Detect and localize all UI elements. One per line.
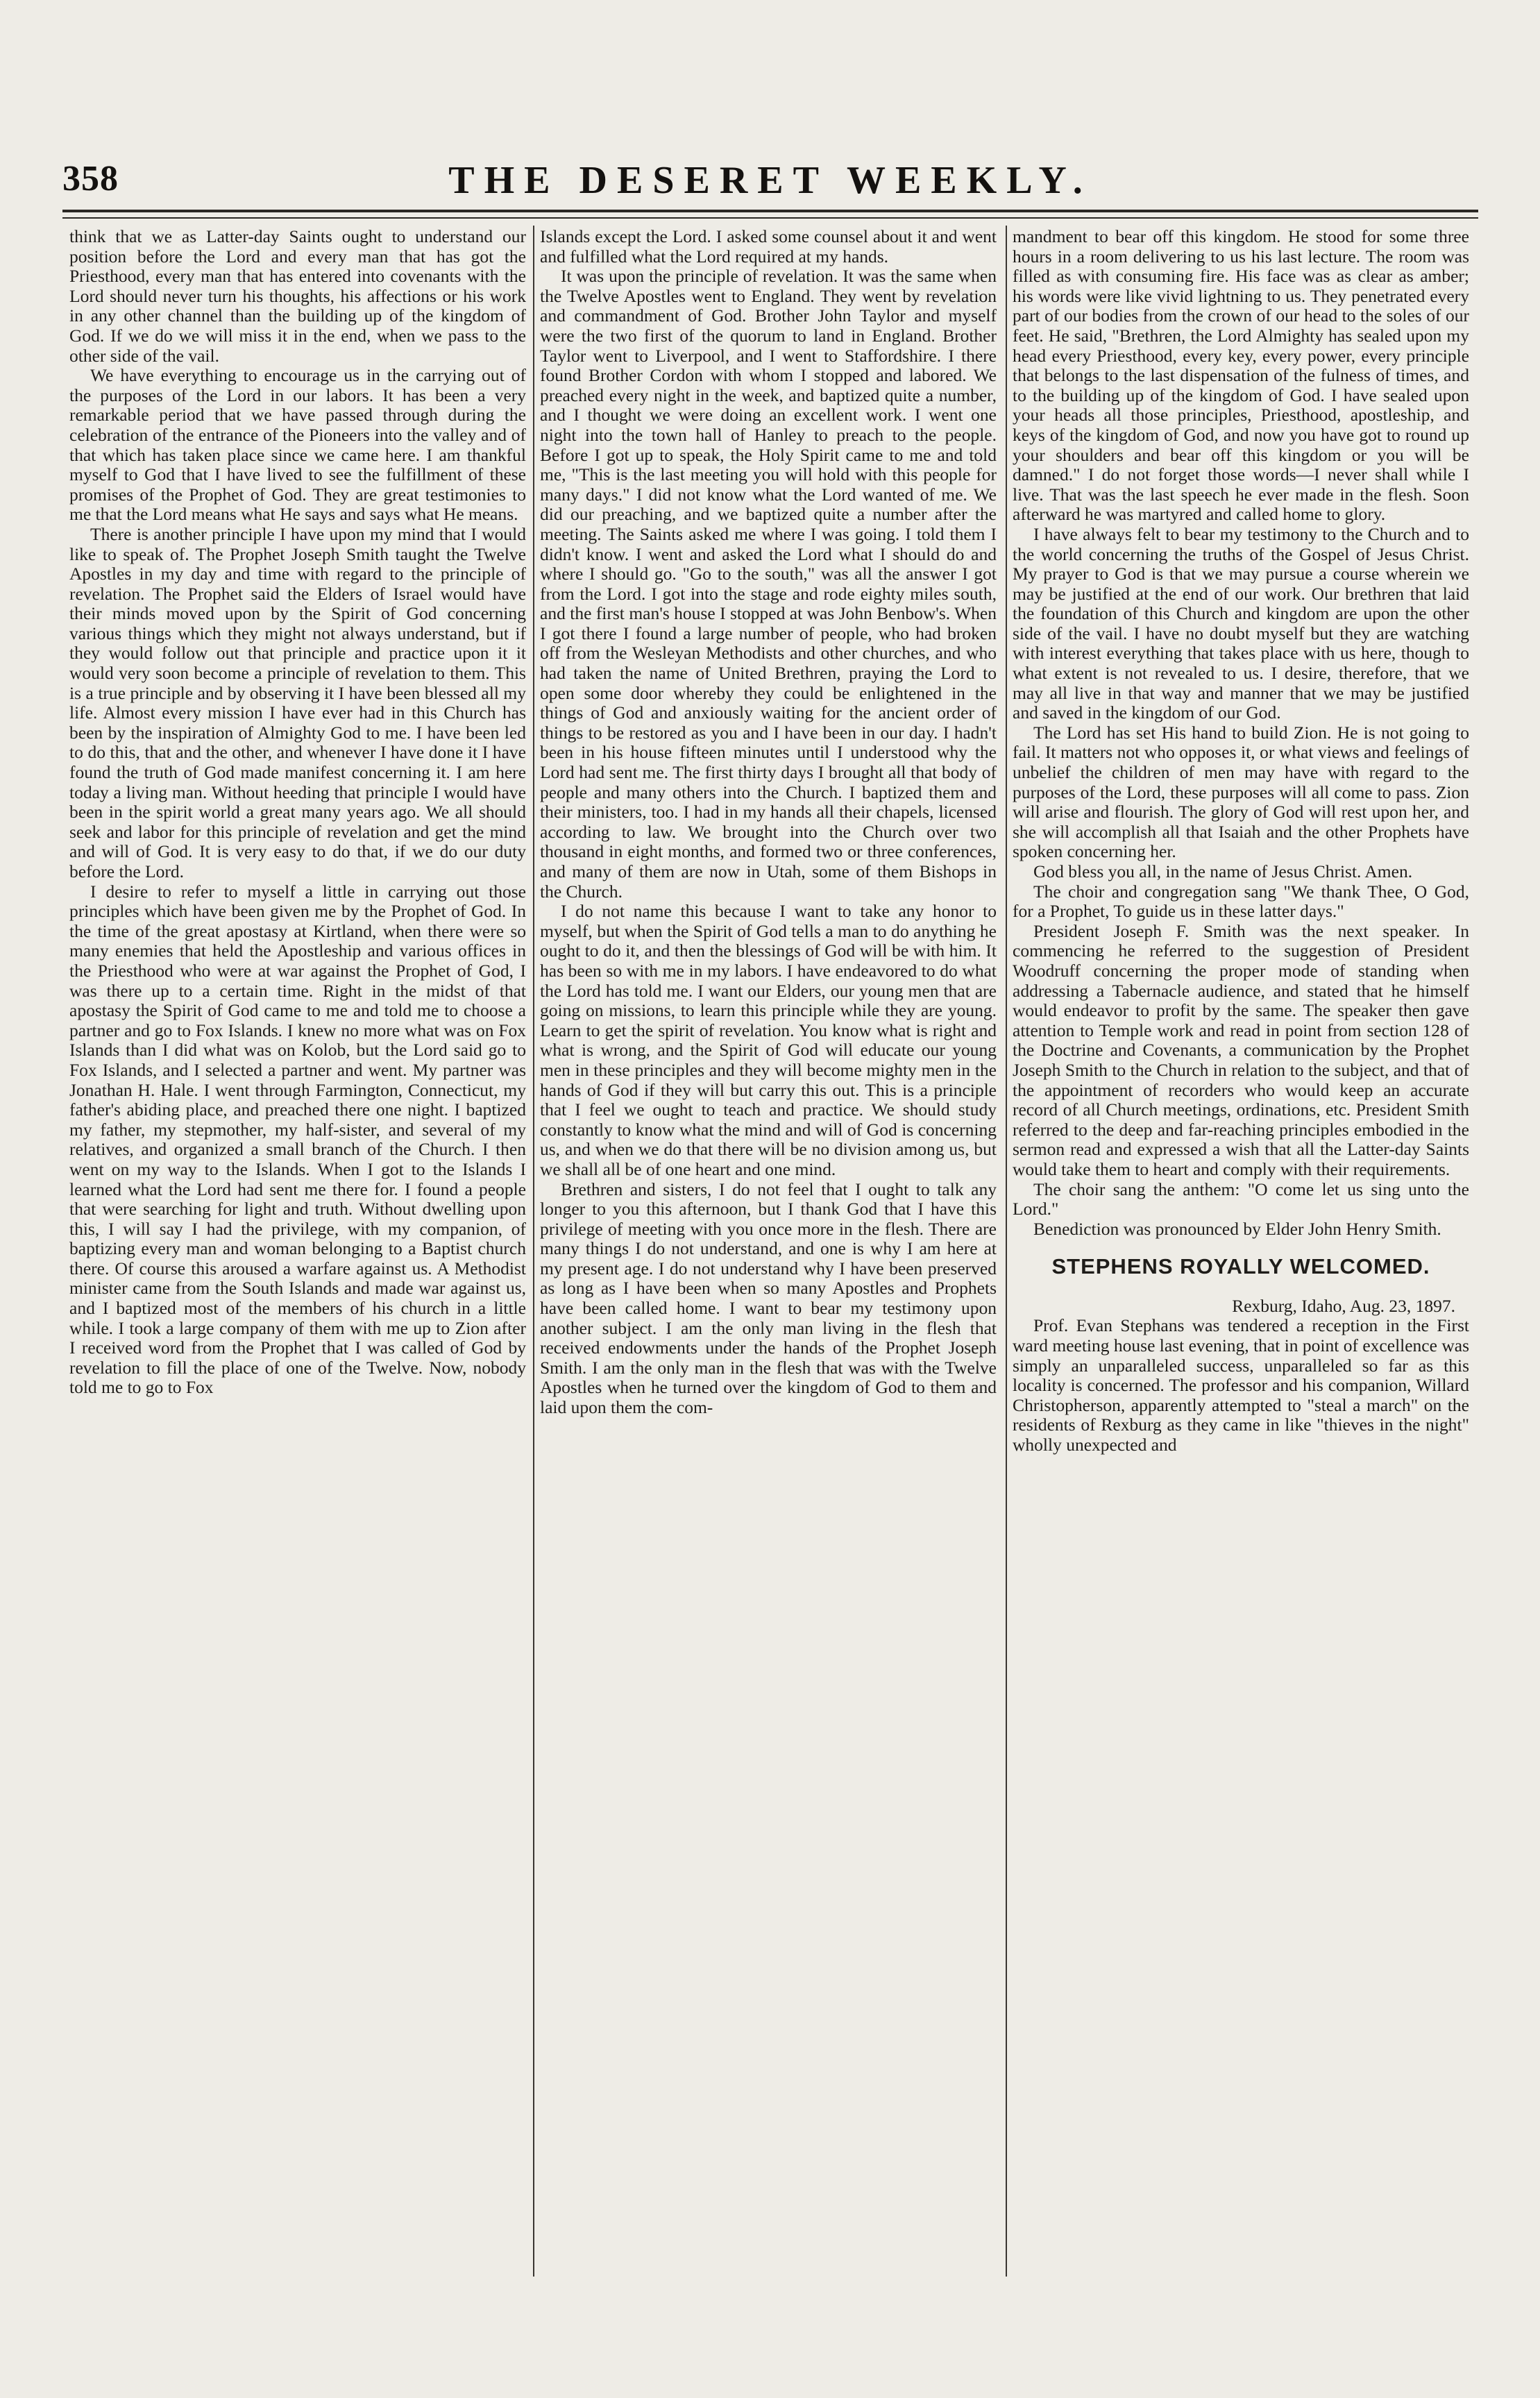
column-1 (69, 227, 526, 2247)
column-divider (1006, 226, 1007, 2277)
paragraph: I desire to refer to myself a little in carrying out those principles which have been given me by the Prophet of God. In the time of the great apostasy at Kirtland, when there were so many enemies that held the Apostleship and various offices in the Priesthood who were at war against the Prophet of God, I was there up to a certain time. Right in the midst of that apostasy the Spirit of God came to me and told me to choose a partner and go to Fox Islands. I knew no more what was on Fox Islands than I did what was on Kolob, but the Lord said go to Fox Islands, and I selected a partner and went. My partner was Jonathan H. Hale. I went through Farmington, Connecticut, my father's abiding place, and preached there one night. I baptized my father, my stepmother, my half-sister, and several of my relatives, and organized a small branch of the Church. I then went on my way to the Islands. When I got to the Islands I learned what the Lord had sent me there for. I found a people that were searching for light and truth. Without dwelling upon this, I will say I had the privilege, with my companion, of baptizing every man and woman belonging to a Baptist church there. Of course this aroused a warfare against us. A Methodist minister came from the South Islands and made war against us, and I baptized most of the members of his church in a little while. I took a large company of them with me up to Zion after I received word from the Prophet that I was called of God by revelation to fill the place of one of the Twelve. Now, nobody told me to go to Fox (69, 881, 526, 1398)
paragraph: mandment to bear off this kingdom. He stood for some three hours in a room delivering to us his last lecture. The room was filled as with consuming fire. His face was as clear as amber; his words were like vivid lightning to us. They penetrated every part of our bodies from the crown of our head to the soles of our feet. He said, "Brethren, the Lord Almighty has sealed upon my head every Priesthood, every key, every power, every principle that belongs to the last dispensation of the fulness of times, and to the building up of the kingdom of God. I have sealed upon your heads all those principles, Priesthood, apostleship, and keys of the kingdom of God, and now you have got to round up your shoulders and bear off this kingdom or you will be damned." I do not forget those words—I never shall while I live. That was the last speech he ever made in the flesh. Soon afterward he was martyred and called home to glory. (1013, 227, 1469, 525)
column-3 (1013, 227, 1469, 2247)
paragraph: God bless you all, in the name of Jesus Christ. Amen. (1033, 861, 1413, 881)
header-rule-thick (62, 210, 1478, 212)
page-number: 358 (62, 159, 119, 199)
paragraph: Islands except the Lord. I asked some counsel about it and went and fulfilled what the Lord required at my hands. (540, 227, 997, 267)
column-divider (533, 226, 534, 2277)
paragraph: The choir and congregation sang "We thank Thee, O God, for a Prophet, To guide us in these latter days." (1013, 881, 1469, 922)
dateline: Rexburg, Idaho, Aug. 23, 1897. (1232, 1295, 1455, 1316)
header-rule-thin (62, 217, 1478, 219)
paragraph: Brethren and sisters, I do not feel that I ought to talk any longer to you this afternoon, but I thank God that I have this privilege of meeting with you once more in the flesh. There are many things I do not understand, and one is why I am here at my present age. I do not understand why I have been preserved as long as I have been when so many Apostles and Prophets have been called home. I want to bear my testimony upon another subject. I am the only man living in the flesh that received endowments under the hands of the Prophet Joseph Smith. I am the only man in the flesh that was with the Twelve Apostles when he turned over the kingdom of God to them and laid upon them the com- (540, 1179, 997, 1418)
paragraph: President Joseph F. Smith was the next speaker. In commencing he referred to the suggestion of President Woodruff concerning the proper mode of standing when addressing a Tabernacle audience, and stated that he himself would endeavor to profit by the same. The speaker then gave attention to Temple work and read in point from section 128 of the Doctrine and Covenants, a communication by the Prophet Joseph Smith to the Church in relation to the subject, and that of the appointment of recorders who would keep an accurate record of all Church meetings, ordinations, etc. President Smith referred to the deep and far-reaching principles embodied in the sermon read and expressed a wish that all the Latter-day Saints would take them to heart and comply with their requirements. (1013, 920, 1469, 1179)
paragraph: Prof. Evan Stephans was tendered a reception in the First ward meeting house last evening, that in point of excellence was simply an unparalleled success, unparalleled so far as this locality is concerned. The professor and his companion, Willard Christopherson, apparently attempted to "steal a march" on the residents of Rexburg as they came in like "thieves in the night" wholly unexpected and (1013, 1315, 1469, 1455)
column-2 (540, 227, 997, 2247)
paragraph: There is another principle I have upon my mind that I would like to speak of. The Prophet Joseph Smith taught the Twelve Apostles in my day and time with regard to the principle of revelation. The Prophet said the Elders of Israel would have their minds moved upon by the Spirit of God concerning various things which they might not always understand, but if they would follow out that principle and practice upon it it would very soon become a principle of revelation to them. This is a true principle and by observing it I have been blessed all my life. Almost every mission I have ever had in this Church has been by the inspiration of Almighty God to me. I have been led to do this, that and the other, and whenever I have done it I have found the truth of God made manifest concerning it. I am here today a living man. Without heeding that principle I would have been in the spirit world a great many years ago. We all should seek and labor for this principle of revelation and get the mind and will of God. It is very easy to do that, if we do our duty before the Lord. (69, 523, 526, 881)
paragraph: We have everything to encourage us in the carrying out of the purposes of the Lord in our labors. It has been a very remarkable period that we have passed through during the celebration of the entrance of the Pioneers into the valley and of that which has taken place since we came here. I am thankful myself to God that I have lived to see the fulfillment of these promises of the Prophet of God. They are great testimonies to me that the Lord means what He says and says what He means. (69, 365, 526, 525)
paragraph: think that we as Latter-day Saints ought to understand our position before the Lord and every man that has got the Priesthood, every man that has entered into covenants with the Lord should never turn his thoughts, his affections or his work in any other channel than the building up of the kingdom of God. If we do we will miss it in the end, when we pass to the other side of the vail. (69, 227, 526, 366)
paragraph: The choir sang the anthem: "O come let us sing unto the Lord." (1013, 1179, 1469, 1219)
paragraph: I do not name this because I want to take any honor to myself, but when the Spirit of God tells a man to do anything he ought to do it, and then the blessings of God will be with him. It has been so with me in my labors. I have endeavored to do what the Lord has told me. I want our Elders, our young men that are going on missions, to learn this principle while they are young. Learn to get the spirit of revelation. You know what is right and what is wrong, and the Spirit of God will educate our young men in these principles and they will become mighty men in the hands of God if they will but carry this out. This is a principle that I feel we ought to teach and practice. We should study constantly to know what the mind and will of God is concerning us, and when we do that there will be no division among us, but we shall all be of one heart and one mind. (540, 901, 997, 1179)
page-header (62, 158, 1478, 207)
paragraph: It was upon the principle of revelation. It was the same when the Twelve Apostles went to England. They went by revelation and commandment of God. Brother John Taylor and myself were the two first of the quorum to land in England. Brother Taylor went to Liverpool, and I went to Staffordshire. I there found Brother Cordon with whom I stopped and labored. We preached every night in the week, and baptized quite a number, and I thought we were doing an excellent work. I went one night into the town hall of Hanley to preach to the people. Before I got up to speak, the Holy Spirit came to me and told me, "This is the last meeting you will hold with this people for many days." I did not know what the Lord wanted of me. We did our preaching, and we baptized quite a number after the meeting. The Saints asked me where I was going. I told them I didn't know. I went and asked the Lord what I should do and where I should go. "Go to the south," was all the answer I got from the Lord. I got into the stage and rode eighty miles south, and the first man's house I stopped at was John Benbow's. When I got there I found a large number of people, who had broken off from the Wesleyan Methodists and other churches, and who had taken the name of United Brethren, praying the Lord to open some door whereby they could be enlightened in the things of God and anxiously waiting for the ancient order of things to be restored as you and I have been in our day. I hadn't been in his house fifteen minutes until I understood why the Lord had sent me. The first thirty days I brought all that body of people and many others into the Church. I baptized them and their ministers, too. I had in my hands all their chapels, licensed according to law. We brought into the Church over two thousand in eight months, and formed two or three conferences, and many of them are now in Utah, some of them Bishops in the Church. (540, 266, 997, 902)
paragraph: The Lord has set His hand to build Zion. He is not going to fail. It matters not who opposes it, or what views and feelings of unbelief the children of men may have with regard to the purposes of the Lord, these purposes will all come to pass. Zion will arise and flourish. The glory of God will rest upon her, and she will accomplish all that Isaiah and the other Prophets have spoken concerning her. (1013, 722, 1469, 862)
paragraph: Benediction was pronounced by Elder John Henry Smith. (1033, 1218, 1441, 1239)
section-headline: STEPHENS ROYALLY WELCOMED. (1051, 1254, 1430, 1279)
masthead-title: THE DESERET WEEKLY. (448, 159, 1092, 202)
paragraph: I have always felt to bear my testimony to the Church and to the world concerning the truths of the Gospel of Jesus Christ. My prayer to God is that we may pursue a course wherein we may be justified at the end of our work. Our brethren that laid the foundation of this Church and kingdom are upon the other side of the vail. I have no doubt myself but they are watching with interest everything that takes place with us here, though to what extent is not revealed to us. I desire, therefore, that we may all live in that way and manner that we may be justified and saved in the kingdom of our God. (1013, 523, 1469, 723)
